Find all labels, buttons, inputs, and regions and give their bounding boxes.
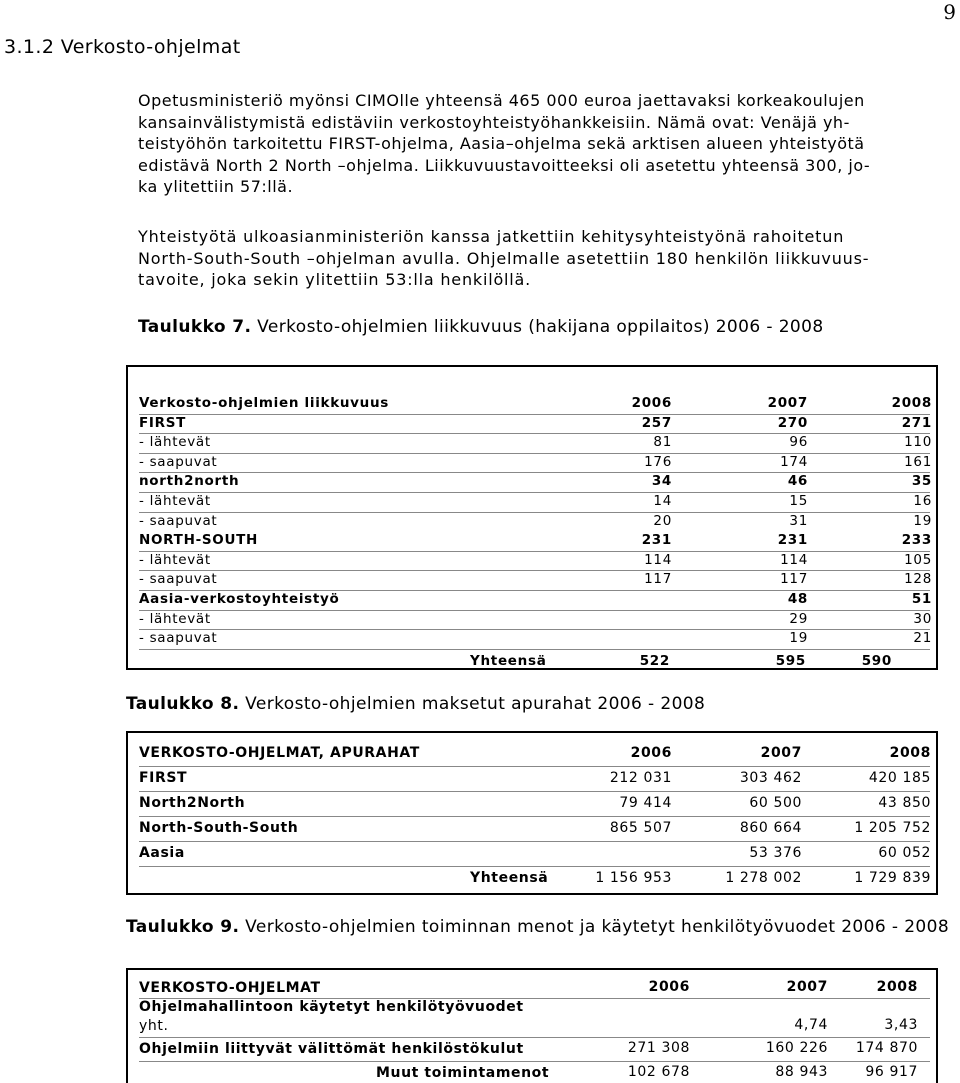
cell-2007: 303 462 — [739, 770, 802, 786]
total-2007: 1 278 002 — [725, 870, 802, 886]
total-label: Yhteensä — [470, 653, 547, 669]
cell-2008: 19 — [913, 512, 932, 529]
cell-2007: 174 — [780, 453, 808, 470]
header-label: VERKOSTO-OHJELMAT, APURAHAT — [139, 745, 420, 761]
table-row — [139, 816, 930, 842]
table-row — [139, 433, 930, 454]
total-2008: 96 917 — [865, 1064, 918, 1080]
table-total-row — [139, 866, 930, 891]
row-label: - saapuvat — [139, 453, 218, 470]
table-row — [139, 766, 930, 792]
row-label: FIRST — [139, 770, 188, 786]
table-9-caption-text: Verkosto-ohjelmien toiminnan menot ja käytetyt henkilötyövuodet 2006 - 2008 — [245, 917, 950, 937]
row-label: Aasia — [139, 845, 185, 861]
header-year-2007: 2007 — [767, 395, 808, 411]
header-year-2006: 2006 — [631, 395, 672, 411]
cell-2007: 15 — [789, 493, 808, 509]
paragraph-line: Yhteistyötä ulkoasianministeriön kanssa jatkettiin kehitysyhteistyönä rahoitetun — [138, 227, 845, 246]
cell-2006: 257 — [641, 414, 672, 431]
table-8-caption — [126, 694, 705, 714]
cell-2007: 117 — [780, 571, 808, 588]
cell-2007: 60 500 — [749, 795, 802, 811]
cell-2007: 53 376 — [749, 845, 802, 861]
total-2007: 88 943 — [775, 1064, 828, 1080]
table-8 — [126, 731, 938, 895]
cell-2008: 16 — [913, 493, 932, 509]
table-row — [139, 590, 930, 611]
cell-2006: 79 414 — [619, 795, 672, 811]
cell-2006: 212 031 — [609, 770, 672, 786]
table-7-caption — [138, 317, 824, 337]
row-label: - lähtevät — [139, 551, 211, 568]
row-label: - lähtevät — [139, 434, 211, 451]
table-row — [139, 453, 930, 474]
header-year-2006: 2006 — [630, 745, 672, 761]
cell-2006: 117 — [644, 571, 672, 588]
row-label-continuation: yht. — [139, 1018, 169, 1034]
header-label: Verkosto-ohjelmien liikkuvuus — [139, 395, 390, 411]
cell-2008: 60 052 — [878, 845, 931, 861]
total-2007: 595 — [775, 653, 806, 669]
cell-2006: 14 — [653, 493, 672, 509]
total-label: Yhteensä — [470, 870, 549, 886]
cell-2008: 3,43 — [884, 1017, 918, 1033]
cell-2007: 231 — [777, 532, 808, 549]
table-row — [139, 629, 930, 650]
header-year-2008: 2008 — [876, 979, 918, 995]
row-label: north2north — [139, 473, 240, 490]
table-row — [139, 492, 930, 513]
row-label: North-South-South — [139, 820, 299, 836]
paragraph-line: tavoite, joka sekin ylitettiin 53:lla henkilöllä. — [138, 270, 532, 289]
cell-2008: 1 205 752 — [854, 820, 931, 836]
cell-2006: 114 — [644, 551, 672, 568]
row-label: - saapuvat — [139, 630, 218, 647]
cell-2006: 81 — [653, 434, 672, 451]
table-header-row — [139, 978, 930, 999]
cell-2006: 20 — [653, 512, 672, 529]
cell-2007: 96 — [789, 434, 808, 451]
header-year-2006: 2006 — [648, 979, 690, 995]
table-8-caption-text: Verkosto-ohjelmien maksetut apurahat 2006 - 2008 — [245, 694, 706, 714]
cell-2008: 174 870 — [855, 1040, 918, 1056]
table-9-caption — [126, 915, 960, 940]
row-label: Ohjelmiin liittyvät välittömät henkilöstökulut — [139, 1041, 524, 1057]
table-row — [139, 472, 930, 493]
cell-2008: 35 — [911, 473, 932, 490]
cell-2006: 176 — [644, 453, 672, 470]
cell-2008: 21 — [913, 630, 932, 647]
table-row — [139, 610, 930, 631]
section-title: 3.1.2 Verkosto-ohjelmat — [4, 36, 241, 58]
table-7-caption-label: Taulukko 7. — [138, 317, 252, 337]
total-2006: 1 156 953 — [595, 870, 672, 886]
cell-2006: 34 — [651, 473, 672, 490]
table-9-caption-label: Taulukko 9. — [126, 917, 240, 937]
cell-2007: 29 — [789, 610, 808, 627]
header-year-2007: 2007 — [760, 745, 802, 761]
paragraph-line: ka ylitettiin 57:llä. — [138, 177, 294, 196]
paragraph-2 — [138, 226, 956, 291]
table-row — [139, 998, 930, 1038]
header-year-2008: 2008 — [889, 745, 931, 761]
table-row — [139, 841, 930, 867]
row-label: - lähtevät — [139, 493, 211, 509]
total-2006: 102 678 — [627, 1064, 690, 1080]
cell-2008: 420 185 — [868, 770, 931, 786]
cell-2007: 160 226 — [765, 1040, 828, 1056]
header-label: VERKOSTO-OHJELMAT — [139, 980, 321, 996]
paragraph-line: kansainvälistymistä edistäviin verkostoyhteistyöhankkeisiin. Nämä ovat: Venäjä yh- — [138, 112, 850, 132]
cell-2008: 30 — [913, 610, 932, 627]
cell-2008: 161 — [904, 453, 932, 470]
cell-2008: 110 — [904, 434, 932, 451]
cell-2008: 271 — [901, 414, 932, 431]
row-label: Aasia-verkostoyhteistyö — [139, 591, 340, 607]
cell-2006: 865 507 — [609, 820, 672, 836]
table-total-row — [139, 1061, 930, 1083]
cell-2008: 233 — [901, 532, 932, 549]
row-label: North2North — [139, 795, 246, 811]
total-label: Muut toimintamenot — [376, 1065, 550, 1081]
cell-2008: 128 — [904, 571, 932, 588]
total-2008: 1 729 839 — [854, 870, 931, 886]
cell-2006: 271 308 — [627, 1040, 690, 1056]
table-7-caption-text: Verkosto-ohjelmien liikkuvuus (hakijana oppilaitos) 2006 - 2008 — [257, 317, 824, 337]
paragraph-line: edistävä North 2 North –ohjelma. Liikkuvuustavoitteeksi oli asetettu yhteensä 300, jo- — [138, 155, 871, 175]
paragraph-line: Opetusministeriö myönsi CIMOlle yhteensä 465 000 euroa jaettavaksi korkeakoulujen — [138, 91, 865, 110]
total-2006: 522 — [639, 653, 670, 669]
cell-2007: 270 — [777, 414, 808, 431]
row-label: - saapuvat — [139, 571, 218, 588]
table-row — [139, 570, 930, 591]
cell-2008: 43 850 — [878, 795, 931, 811]
table-row — [139, 414, 930, 435]
table-row — [139, 791, 930, 817]
table-header-row — [139, 394, 930, 415]
table-7 — [126, 365, 938, 670]
table-row — [139, 1037, 930, 1062]
table-row — [139, 531, 930, 552]
row-label: NORTH-SOUTH — [139, 532, 259, 549]
table-8-caption-label: Taulukko 8. — [126, 694, 240, 714]
cell-2007: 31 — [789, 512, 808, 529]
table-9 — [126, 968, 938, 1083]
cell-2007: 4,74 — [794, 1017, 828, 1033]
cell-2007: 114 — [780, 551, 808, 568]
row-label: - saapuvat — [139, 512, 218, 529]
table-row — [139, 551, 930, 572]
table-header-row — [139, 741, 930, 767]
paragraph-line: teistyöhön tarkoitettu FIRST-ohjelma, Aasia–ohjelma sekä arktisen alueen yhteistyötä — [138, 134, 865, 153]
cell-2007: 860 664 — [739, 820, 802, 836]
row-label: - lähtevät — [139, 610, 211, 627]
header-year-2007: 2007 — [786, 979, 828, 995]
cell-2006: 231 — [641, 532, 672, 549]
header-year-2008: 2008 — [891, 395, 932, 411]
paragraph-1 — [138, 90, 956, 198]
table-row — [139, 512, 930, 532]
cell-2008: 51 — [911, 591, 932, 607]
cell-2008: 105 — [904, 551, 932, 568]
cell-2007: 19 — [789, 630, 808, 647]
total-2008: 590 — [861, 653, 892, 669]
row-label: FIRST — [139, 414, 187, 431]
paragraph-line: North-South-South –ohjelman avulla. Ohjelmalle asetettiin 180 henkilön liikkuvuus- — [138, 248, 870, 268]
row-label: Ohjelmahallintoon käytetyt henkilötyövuodet — [139, 999, 524, 1015]
page-number: 9 — [943, 0, 956, 24]
cell-2007: 46 — [787, 473, 808, 490]
cell-2007: 48 — [787, 591, 808, 607]
